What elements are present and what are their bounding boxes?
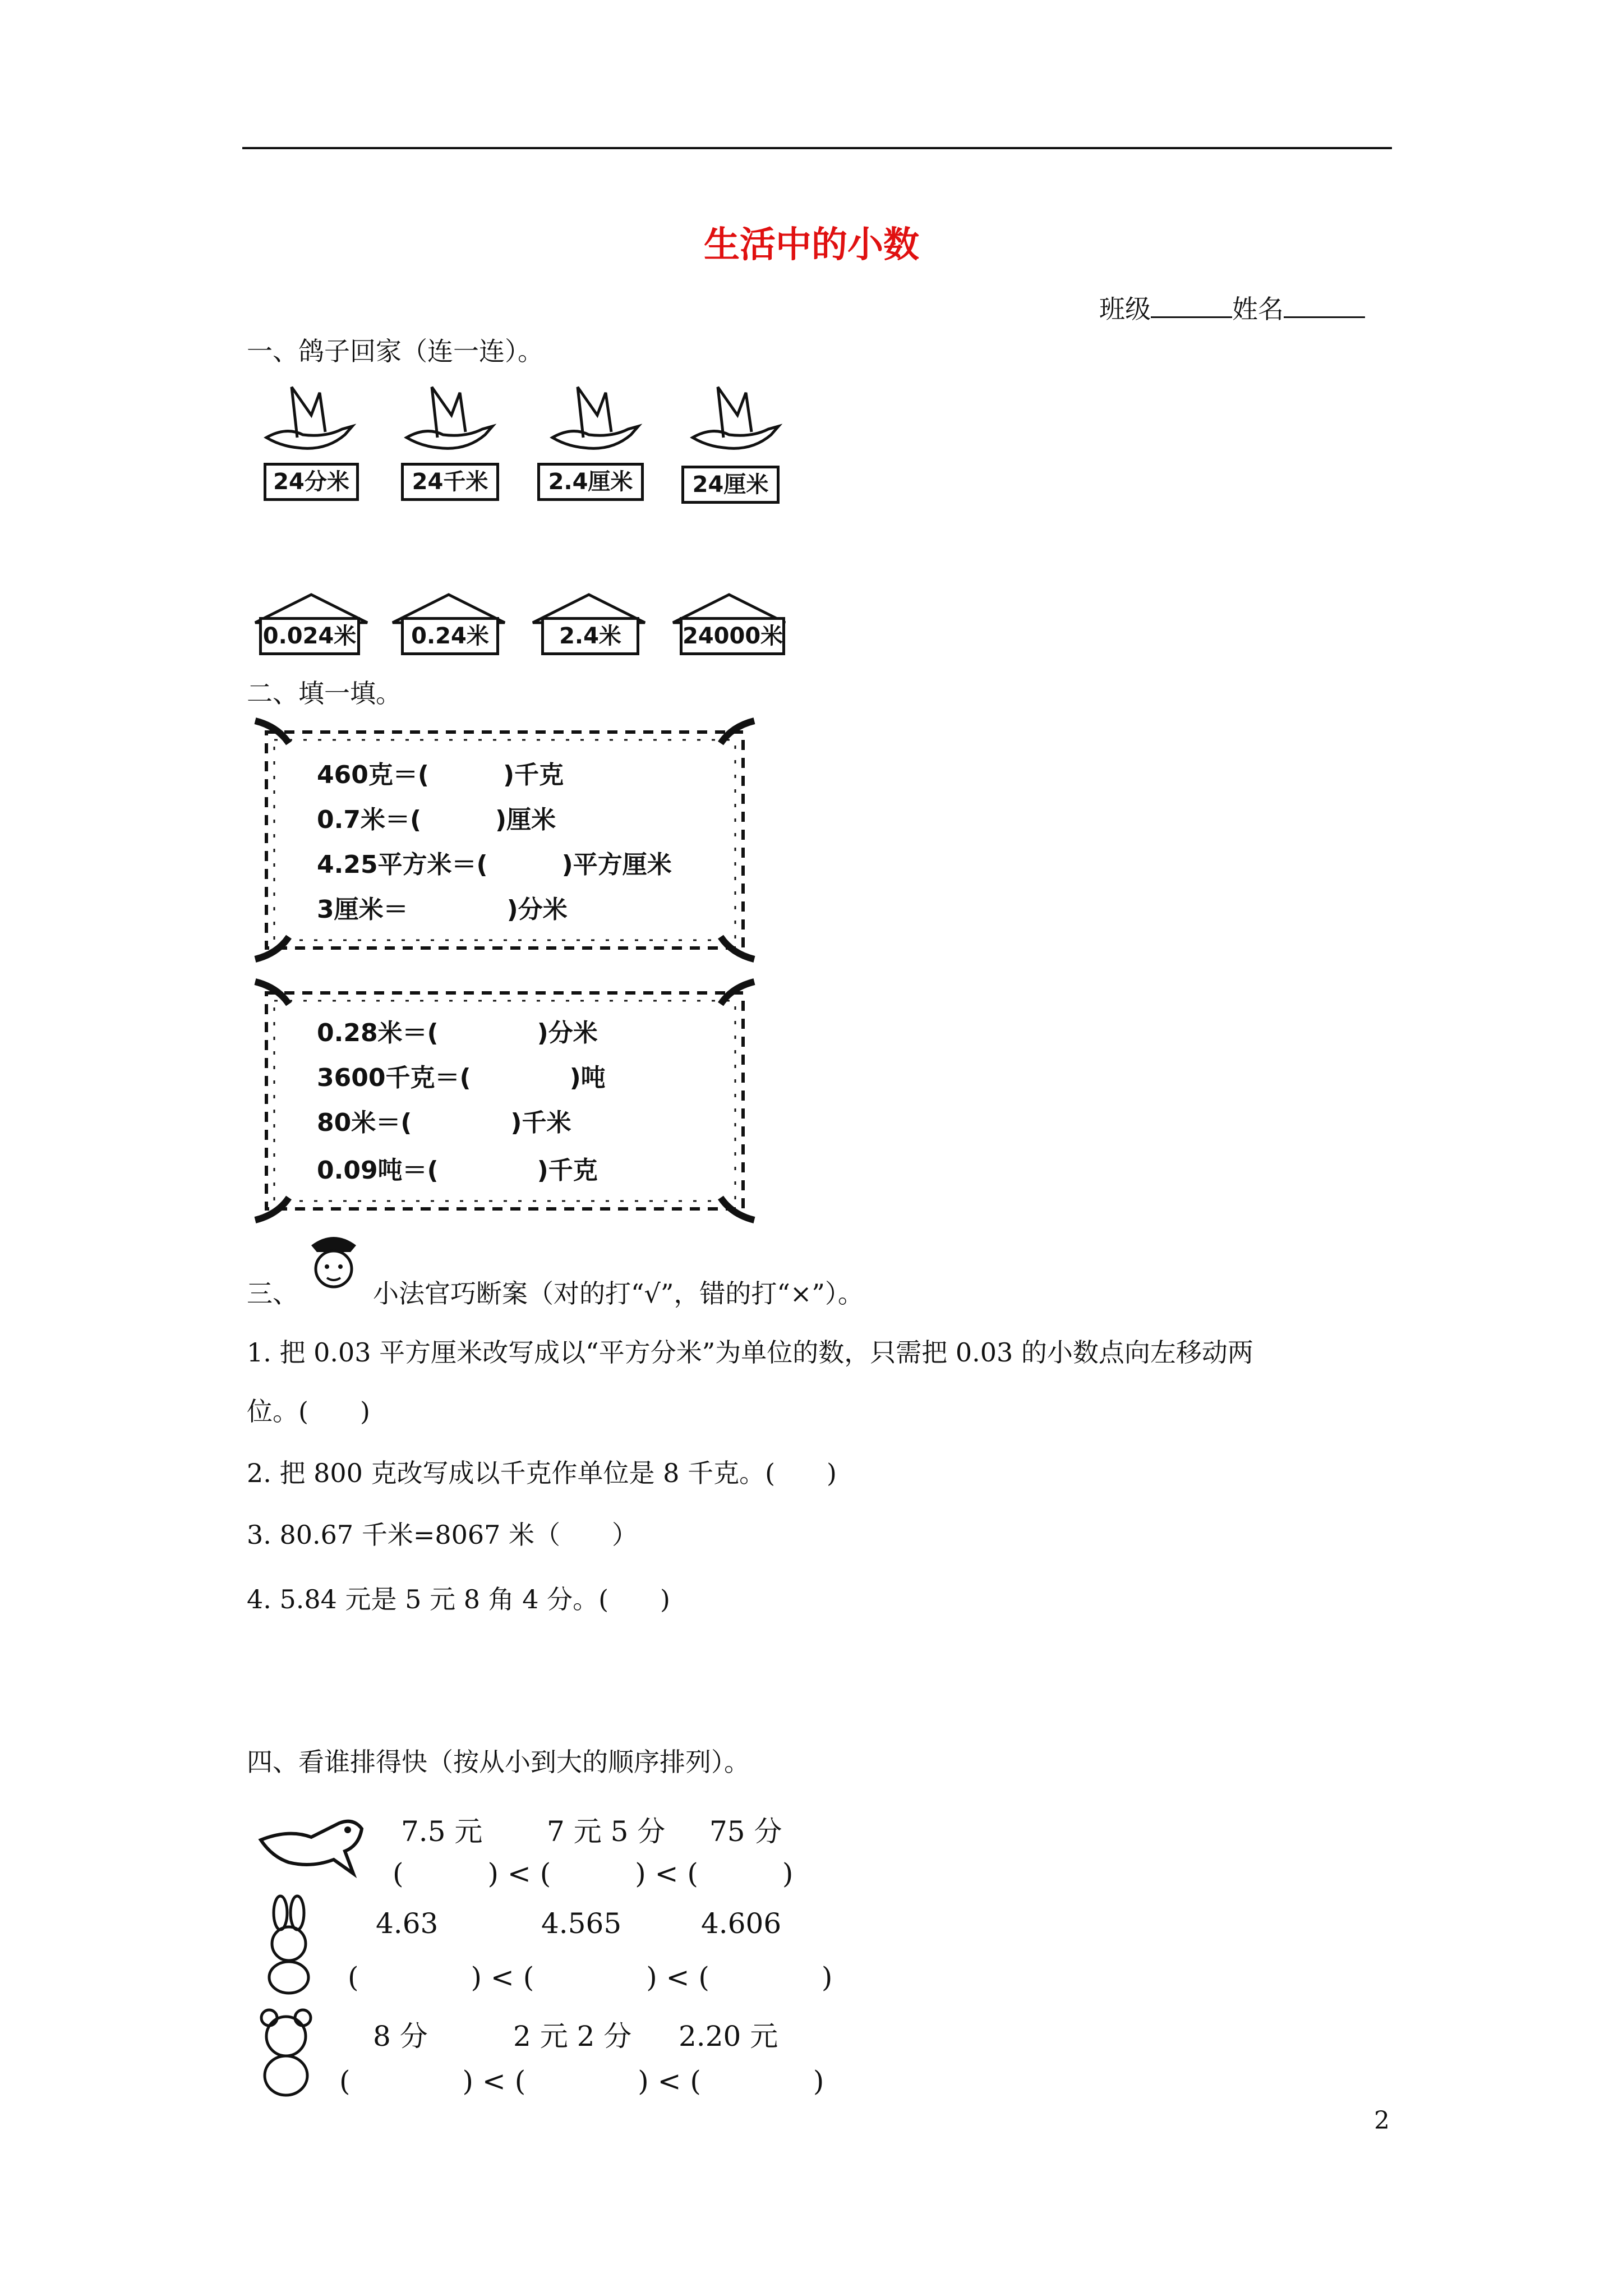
judge-item-4[interactable]: 4. 5.84 元是 5 元 8 角 4 分。( )	[247, 1584, 670, 1614]
fill-item-2-2[interactable]: 3600千克＝( )吨	[317, 1064, 606, 1092]
judge-icon	[306, 1228, 362, 1296]
house-label-1[interactable]: 0.024米	[259, 617, 360, 655]
fill-item-1-3[interactable]: 4.25平方米＝( )平方厘米	[317, 850, 672, 879]
judge-item-1[interactable]: 1. 把 0.03 平方厘米改写成以“平方分米”为单位的数，只需把 0.03 的小数点向左移动两	[247, 1337, 1253, 1368]
sort-row-1-answer[interactable]: ( ) < ( ) < ( )	[393, 1857, 794, 1890]
pigeon-label-1[interactable]: 24分米	[264, 463, 359, 501]
section-2-heading: 二、填一填。	[247, 678, 402, 708]
class-label: 班级	[1099, 294, 1151, 324]
rabbit-icon	[255, 1896, 322, 1994]
pigeon-icon	[264, 381, 353, 460]
name-blank[interactable]	[1284, 294, 1365, 318]
bear-icon	[255, 2005, 317, 2098]
pigeon-icon	[690, 381, 780, 460]
section-3-heading-prefix: 三、	[247, 1278, 298, 1309]
sort-row-3-value-2: 2 元 2 分	[513, 2020, 632, 2053]
fill-item-2-4[interactable]: 0.09吨＝( )千克	[317, 1156, 598, 1185]
judge-item-2[interactable]: 2. 把 800 克改写成以千克作单位是 8 千克。( )	[247, 1458, 837, 1488]
sort-row-2-answer[interactable]: ( ) < ( ) < ( )	[348, 1961, 833, 1994]
section-3-heading: 小法官巧断案（对的打“√”，错的打“×”）。	[373, 1278, 864, 1309]
judge-item-3[interactable]: 3. 80.67 千米=8067 米（ ）	[247, 1520, 638, 1550]
house-label-3[interactable]: 2.4米	[541, 617, 639, 655]
judge-item-1-cont[interactable]: 位。( )	[247, 1396, 370, 1427]
house-label-4[interactable]: 24000米	[680, 617, 785, 655]
class-blank[interactable]	[1151, 294, 1232, 318]
pigeon-label-2[interactable]: 24千米	[401, 463, 499, 501]
pigeon-icon	[404, 381, 494, 460]
sort-row-3-value-1: 8 分	[373, 2020, 428, 2053]
class-name-line	[1099, 289, 1365, 326]
sort-row-2-value-3: 4.606	[701, 1907, 782, 1940]
name-label: 姓名	[1232, 294, 1284, 324]
sort-row-3-value-3: 2.20 元	[679, 2020, 778, 2053]
section-4-heading: 四、看谁排得快（按从小到大的顺序排列）。	[247, 1747, 750, 1777]
pigeon-label-3[interactable]: 2.4厘米	[537, 463, 644, 501]
pigeon-label-4[interactable]: 24厘米	[681, 466, 780, 504]
sort-row-2-value-2: 4.565	[541, 1907, 622, 1940]
fill-item-1-1[interactable]: 460克＝( )千克	[317, 761, 564, 789]
sort-row-1-value-3: 75 分	[709, 1815, 782, 1848]
page-title: 生活中的小数	[704, 224, 919, 266]
sort-row-3-answer[interactable]: ( ) < ( ) < ( )	[339, 2065, 824, 2097]
sort-row-2-value-1: 4.63	[376, 1907, 439, 1940]
fill-item-1-2[interactable]: 0.7米＝( )厘米	[317, 806, 556, 834]
sort-row-1-value-1: 7.5 元	[401, 1815, 483, 1848]
bird-icon	[255, 1806, 367, 1885]
fill-item-2-1[interactable]: 0.28米＝( )分米	[317, 1019, 598, 1047]
section-1-heading: 一、鸽子回家（连一连）。	[247, 336, 543, 366]
fill-item-1-4[interactable]: 3厘米＝ )分米	[317, 895, 568, 924]
sort-row-1-value-2: 7 元 5 分	[547, 1815, 666, 1848]
page-number: 2	[1374, 2106, 1390, 2135]
pigeon-icon	[550, 381, 639, 460]
header-rule	[242, 147, 1392, 149]
house-label-2[interactable]: 0.24米	[401, 617, 499, 655]
fill-item-2-3[interactable]: 80米＝( )千米	[317, 1108, 571, 1137]
